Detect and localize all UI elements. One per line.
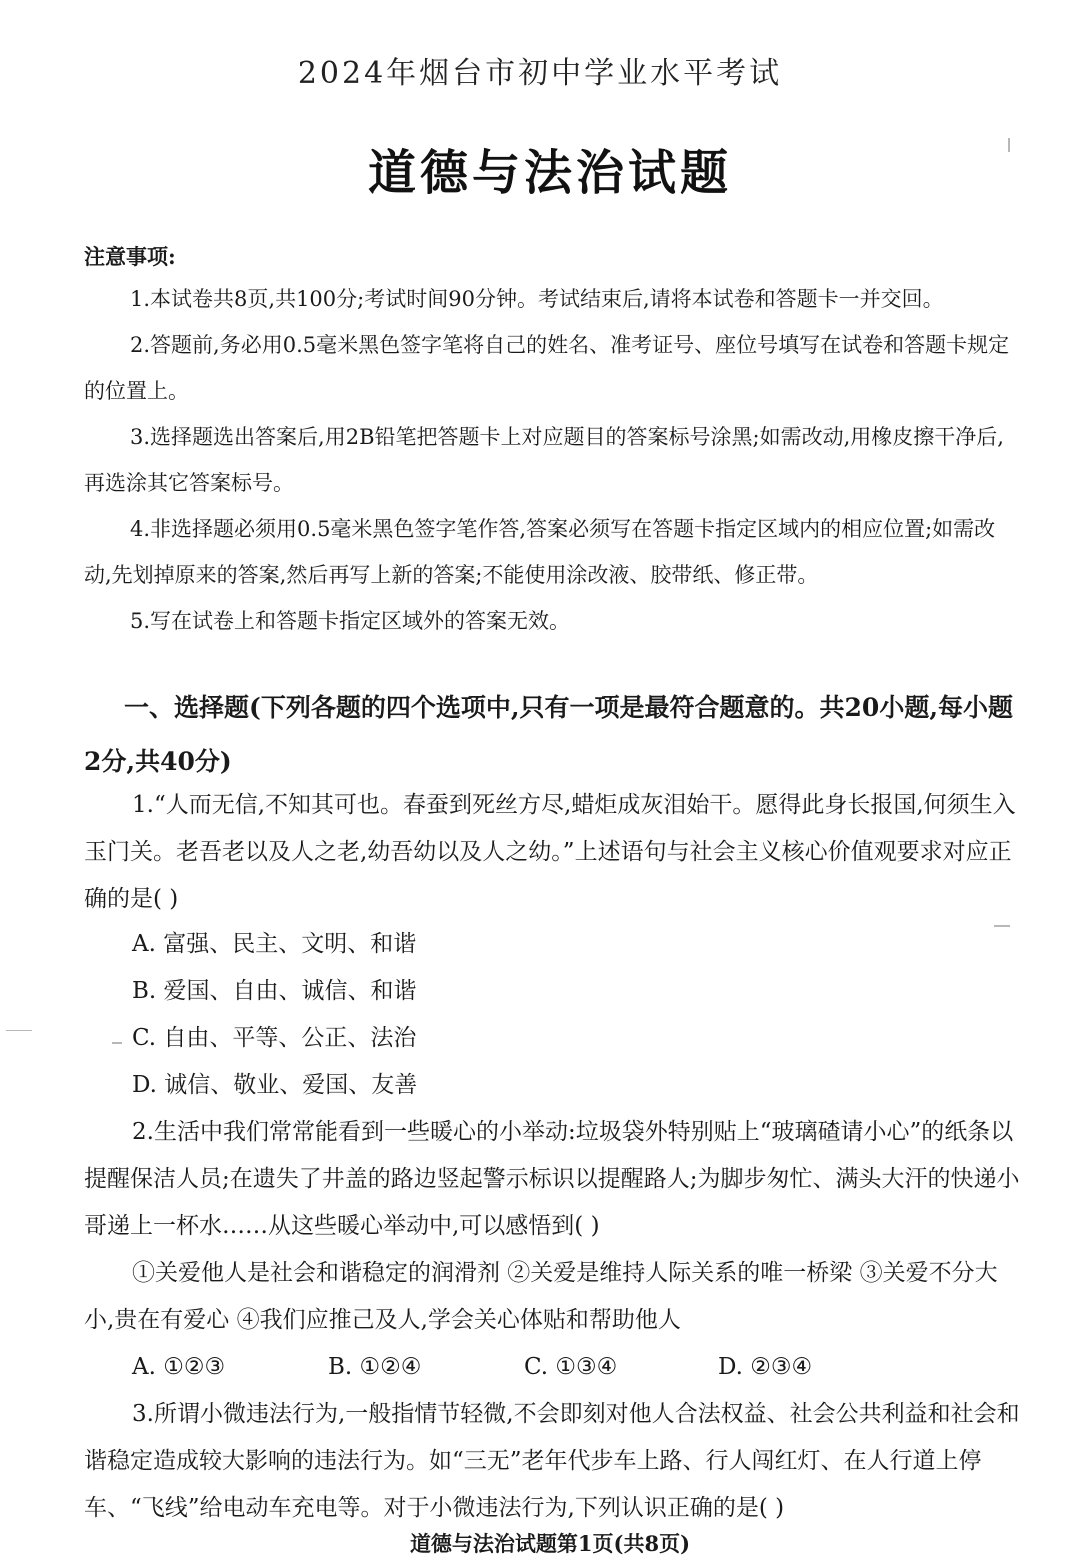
- question-2-option-b: B. ①②④: [328, 1354, 422, 1380]
- exam-header: 2024年烟台市初中学业水平考试: [297, 56, 783, 91]
- question-2-option-a: A. ①②③: [132, 1354, 226, 1380]
- notice-item-3: 3.选择题选出答案后,用2B铅笔把答题卡上对应题目的答案标号涂黑;如需改动,用橡皮擦干净后,再选涂其它答案标号。: [84, 425, 1004, 495]
- question-2-stem: 2.生活中我们常常能看到一些暖心的小举动:垃圾袋外特别贴上“玻璃碴请小心”的纸条以提醒保洁人员;在遗失了井盖的路边竖起警示标识以提醒路人;为脚步匆忙、满头大汗的快递小哥递上一杯水……从这些暖心举动中,可以感悟到( ): [84, 1119, 1020, 1239]
- notice-item-1: 1.本试卷共8页,共100分;考试时间90分钟。考试结束后,请将本试卷和答题卡一并交回。: [130, 287, 944, 311]
- section-heading: 一、选择题(下列各题的四个选项中,只有一项是最符合题意的。共20小题,每小题2分,共40分): [84, 693, 1014, 776]
- question-3-stem: 3.所谓小微违法行为,一般指情节轻微,不会即刻对他人合法权益、社会公共利益和社会和谐稳定造成较大影响的违法行为。如“三无”老年代步车上路、行人闯红灯、在人行道上停车、“飞线”给电动车充电等。对于小微违法行为,下列认识正确的是( ): [84, 1401, 1020, 1521]
- notice-heading: 注意事项:: [84, 244, 176, 269]
- question-1-stem: 1.“人而无信,不知其可也。春蚕到死丝方尽,蜡炬成灰泪始干。愿得此身长报国,何须生入玉门关。老吾老以及人之老,幼吾幼以及人之幼。”上述语句与社会主义核心价值观要求对应正确的是( ): [84, 792, 1016, 912]
- notice-item-2: 2.答题前,务必用0.5毫米黑色签字笔将自己的姓名、准考证号、座位号填写在试卷和答题卡规定的位置上。: [84, 333, 1010, 403]
- question-1-option-c: C. 自由、平等、公正、法治: [132, 1025, 417, 1051]
- notice-item-5: 5.写在试卷上和答题卡指定区域外的答案无效。: [130, 609, 571, 633]
- question-1-option-d: D. 诚信、敬业、爱国、友善: [132, 1072, 418, 1098]
- scan-artifact: [994, 925, 1010, 927]
- scan-artifact: [112, 1042, 122, 1044]
- page-footer: 道德与法治试题第1页(共8页): [409, 1531, 691, 1556]
- subject-title: 道德与法治试题: [367, 145, 732, 201]
- scan-artifact: [6, 1030, 32, 1031]
- notice-item-4: 4.非选择题必须用0.5毫米黑色签字笔作答,答案必须写在答题卡指定区域内的相应位置;如需改动,先划掉原来的答案,然后再写上新的答案;不能使用涂改液、胶带纸、修正带。: [84, 517, 996, 587]
- question-2-option-d: D. ②③④: [718, 1354, 813, 1380]
- question-2-statements: ①关爱他人是社会和谐稳定的润滑剂 ②关爱是维持人际关系的唯一桥梁 ③关爱不分大小,贵在有爱心 ④我们应推己及人,学会关心体贴和帮助他人: [84, 1260, 998, 1333]
- question-2-options: [132, 1344, 952, 1391]
- question-2-option-c: C. ①③④: [524, 1354, 618, 1380]
- question-1-option-b: B. 爱国、自由、诚信、和谐: [132, 978, 417, 1004]
- scan-artifact: [1008, 138, 1010, 152]
- question-1-option-a: A. 富强、民主、文明、和谐: [132, 931, 417, 957]
